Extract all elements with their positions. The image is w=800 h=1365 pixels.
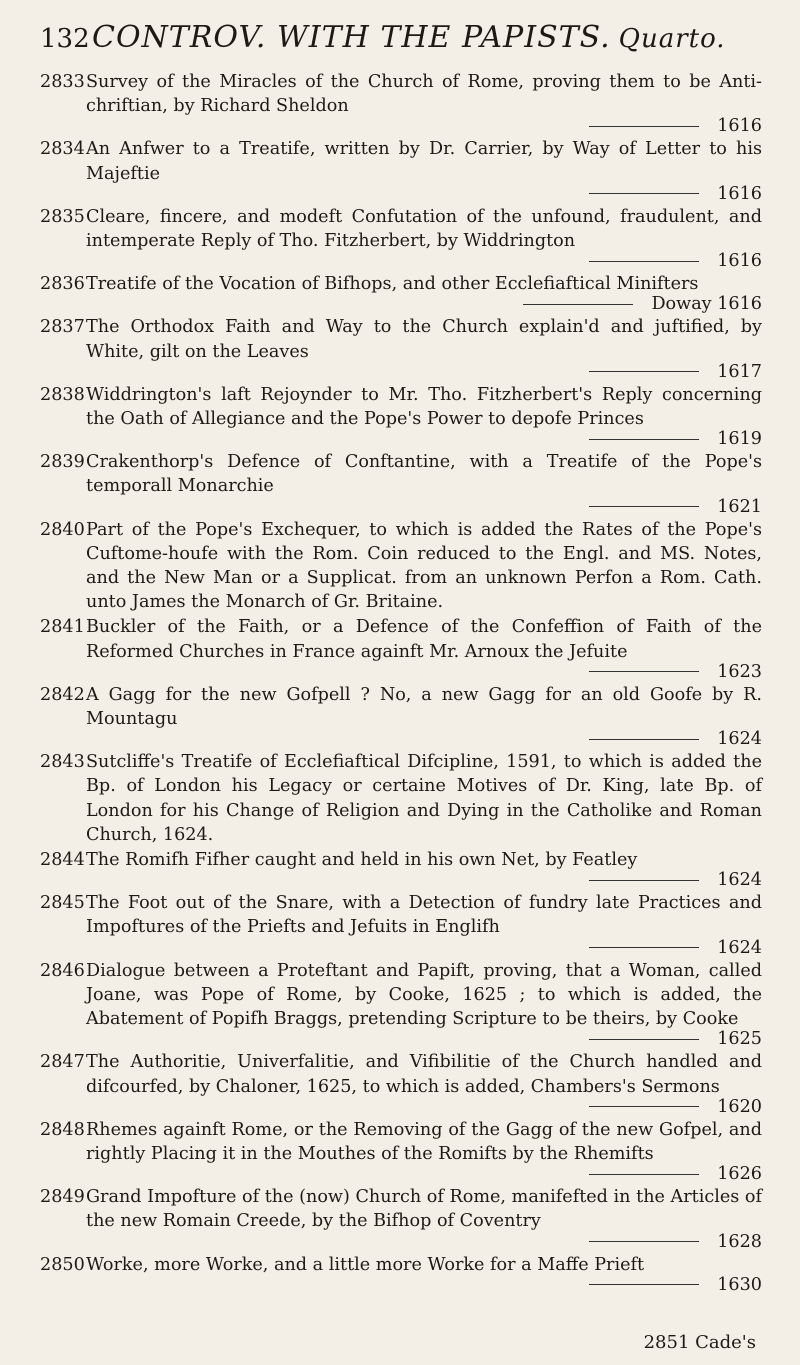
entry-date: 1625 — [86, 1029, 762, 1049]
entry-text: Rhemes againft Rome, or the Removing of the Gagg of the new Gofpel, and rightly Placing it in the Mouthes of the Romifts by the Rhemifts — [86, 1119, 762, 1164]
catalogue-entry — [40, 518, 762, 615]
rule-dash — [589, 261, 699, 262]
entry-text: Part of the Pope's Exchequer, to which is added the Rates of the Pope's Cuftome-houfe with the Rom. Coin reduced to the Engl. and MS. Notes, and the New Man or a Supplicat. from an unknown Perfon a Rom. Cath. unto James the Monarch of Gr. Britaine. — [86, 519, 762, 613]
entry-text: A Gagg for the new Gofpell ? No, a new Gagg for an old Goofe by R. Mountagu — [86, 684, 762, 730]
entry-text: Widdrington's laft Rejoynder to Mr. Tho. Fitzherbert's Reply concerning the Oath of Allegiance and the Pope's Power to depofe Princes — [86, 384, 762, 430]
rule-dash — [523, 304, 633, 305]
entry-date: 1620 — [86, 1097, 762, 1117]
rule-dash — [589, 880, 699, 881]
catalogue-entry — [40, 450, 762, 516]
entry-number: 2835 — [40, 206, 85, 227]
entry-number: 2834 — [40, 139, 85, 160]
entry-date: 1616 — [86, 184, 762, 204]
entry-text: Survey of the Miracles of the Church of Rome, proving them to be Anti-chriftian, by Richard Sheldon — [86, 72, 762, 117]
rule-dash — [589, 739, 699, 740]
page-header — [40, 20, 762, 66]
rule-dash — [589, 371, 699, 372]
entry-number: 2848 — [40, 1119, 85, 1140]
entry-text: Buckler of the Faith, or a Defence of the Confeffion of Faith of the Reformed Churches in France againft Mr. Arnoux the Jefuite — [86, 617, 762, 662]
catalogue-entry — [40, 848, 762, 890]
catalogue-entry — [40, 1118, 762, 1184]
entry-date: 1616 — [86, 116, 762, 136]
entry-date: 1621 — [86, 497, 762, 517]
rule-dash — [589, 506, 699, 507]
entry-text: The Romifh Fifher caught and held in his own Net, by Featley — [86, 850, 638, 871]
entry-date: 1628 — [86, 1232, 762, 1252]
catalogue-entry — [40, 1253, 762, 1295]
entry-text: Sutcliffe's Treatife of Ecclefiaftical Difcipline, 1591, to which is added the Bp. of London his Legacy or certaine Motives of Dr. King, late Bp. of London for his Change of Religion and Dying in the Catholike and Roman Church, 1624. — [86, 752, 762, 845]
catalogue-entry — [40, 1050, 762, 1116]
catalogue-entry — [40, 272, 762, 314]
entry-number: 2837 — [40, 317, 85, 338]
entry-number: 2836 — [40, 274, 85, 295]
catalogue-entry — [40, 70, 762, 136]
entry-list — [40, 70, 762, 1295]
entry-date: 1624 — [86, 938, 762, 958]
entry-date: 1626 — [86, 1164, 762, 1184]
entry-number: 2839 — [40, 452, 85, 473]
entry-text: Grand Impofture of the (now) Church of Rome, manifefted in the Articles of the new Romain Creede, by the Bifhop of Coventry — [86, 1187, 762, 1232]
entry-date: 1624 — [86, 729, 762, 749]
format-label: Quarto. — [618, 24, 726, 54]
entry-text: Treatife of the Vocation of Bifhops, and other Ecclefiaftical Minifters — [86, 274, 699, 295]
rule-dash — [589, 1106, 699, 1107]
entry-date: 1624 — [86, 870, 762, 890]
entry-number: 2846 — [40, 960, 85, 981]
catalogue-entry — [40, 137, 762, 203]
catalogue-entry — [40, 891, 762, 957]
catalogue-entry — [40, 1185, 762, 1251]
entry-text: An Anfwer to a Treatife, written by Dr. Carrier, by Way of Letter to his Majeftie — [86, 139, 762, 184]
entry-date: 1630 — [86, 1275, 762, 1295]
catalogue-entry — [40, 615, 762, 681]
entry-text: The Authoritie, Univerfalitie, and Vifibilitie of the Church handled and difcourfed, by Chaloner, 1625, to which is added, Chambers's Sermons — [86, 1052, 762, 1097]
rule-dash — [589, 439, 699, 440]
rule-dash — [589, 1284, 699, 1285]
entry-number: 2845 — [40, 893, 85, 914]
entry-date: 1616 — [86, 251, 762, 271]
catalogue-entry — [40, 383, 762, 449]
catalogue-entry — [40, 205, 762, 271]
rule-dash — [589, 947, 699, 948]
entry-number: 2844 — [40, 850, 85, 871]
page-number: 132 — [40, 24, 90, 54]
catchword: 2851 Cade's — [643, 1332, 756, 1353]
entry-text: The Orthodox Faith and Way to the Church explain'd and juftified, by White, gilt on the Leaves — [86, 317, 762, 362]
entry-number: 2850 — [40, 1254, 85, 1275]
rule-dash — [589, 1039, 699, 1040]
entry-number: 2838 — [40, 384, 85, 405]
entry-text: Dialogue between a Proteftant and Papift, proving, that a Woman, called Joane, was Pope of Rome, by Cooke, 1625 ; to which is added, the Abatement of Popifh Braggs, pretending Scripture to be theirs, by Cooke — [86, 960, 762, 1030]
entry-number: 2849 — [40, 1187, 85, 1208]
rule-dash — [589, 1241, 699, 1242]
catalogue-entry — [40, 959, 762, 1050]
entry-number: 2841 — [40, 617, 85, 638]
entry-number: 2847 — [40, 1052, 85, 1073]
catalogue-entry — [40, 750, 762, 847]
entry-date: 1623 — [86, 662, 762, 682]
rule-dash — [589, 126, 699, 127]
rule-dash — [589, 1174, 699, 1175]
entry-date: 1617 — [86, 362, 762, 382]
entry-text: Cleare, fincere, and modeft Confutation of the unfound, fraudulent, and intemperate Reply of Tho. Fitzherbert, by Widdrington — [86, 206, 762, 252]
catalogue-entry — [40, 683, 762, 749]
entry-number: 2833 — [40, 72, 85, 92]
rule-dash — [589, 193, 699, 194]
entry-text: Crakenthorp's Defence of Conftantine, with a Treatife of the Pope's temporall Monarchie — [86, 452, 762, 497]
running-title: CONTROV. WITH THE PAPISTS. Quarto. — [92, 20, 726, 55]
catalogue-entry — [40, 315, 762, 381]
rule-dash — [589, 671, 699, 672]
entry-date: Doway 1616 — [86, 294, 762, 314]
entry-text: Worke, more Worke, and a little more Worke for a Maffe Prieft — [86, 1254, 645, 1275]
entry-date: 1619 — [86, 429, 762, 449]
entry-text: The Foot out of the Snare, with a Detection of fundry late Practices and Impoftures of the Priefts and Jefuits in Englifh — [86, 893, 762, 938]
entry-number: 2843 — [40, 752, 85, 773]
entry-number: 2840 — [40, 519, 85, 540]
entry-number: 2842 — [40, 684, 85, 705]
